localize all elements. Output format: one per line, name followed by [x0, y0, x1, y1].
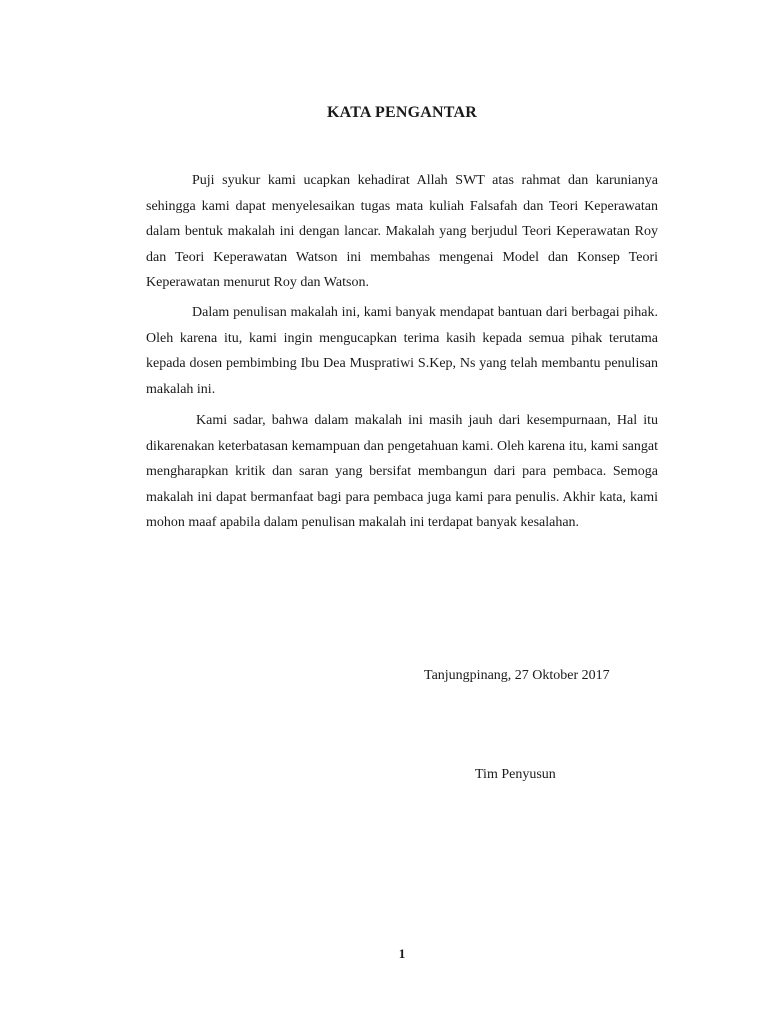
paragraph-block-2	[146, 300, 658, 408]
document-title: KATA PENGANTAR	[327, 104, 477, 121]
paragraph-1: Puji syukur kami ucapkan kehadirat Allah SWT atas rahmat dan karunianya sehingga kami dapat menyelesaikan tugas mata kuliah Falsafah dan Teori Keperawatan dalam bentuk makalah ini dengan lancar. Makalah yang berjudul Teori Keperawatan Roy dan Teori Keperawatan Watson ini membahas mengenai Model dan Konsep Teori Keperawatan menurut Roy dan Watson.	[146, 173, 658, 290]
paragraph-2: Dalam penulisan makalah ini, kami banyak mendapat bantuan dari berbagai pihak. Oleh karena itu, kami ingin mengucapkan terima kasih kepada semua pihak terutama kepada dosen pembimbing Ibu Dea Muspratiwi S.Kep, Ns yang telah membantu penulisan makalah ini.	[146, 305, 658, 397]
paragraph-3: Kami sadar, bahwa dalam makalah ini masih jauh dari kesempurnaan, Hal itu dikarenakan keterbatasan kemampuan dan pengetahuan kami. Oleh karena itu, kami sangat mengharapkan kritik dan saran yang bersifat membangun dari para pembaca. Semoga makalah ini dapat bermanfaat bagi para pembaca juga kami para penulis. Akhir kata, kami mohon maaf apabila dalam penulisan makalah ini terdapat banyak kesalahan.	[146, 413, 658, 530]
paragraph-block-3	[146, 408, 658, 542]
place-date: Tanjungpinang, 27 Oktober 2017	[424, 668, 610, 683]
paragraph-block-1	[146, 168, 658, 302]
signer: Tim Penyusun	[475, 767, 556, 782]
page-number: 1	[398, 946, 406, 961]
